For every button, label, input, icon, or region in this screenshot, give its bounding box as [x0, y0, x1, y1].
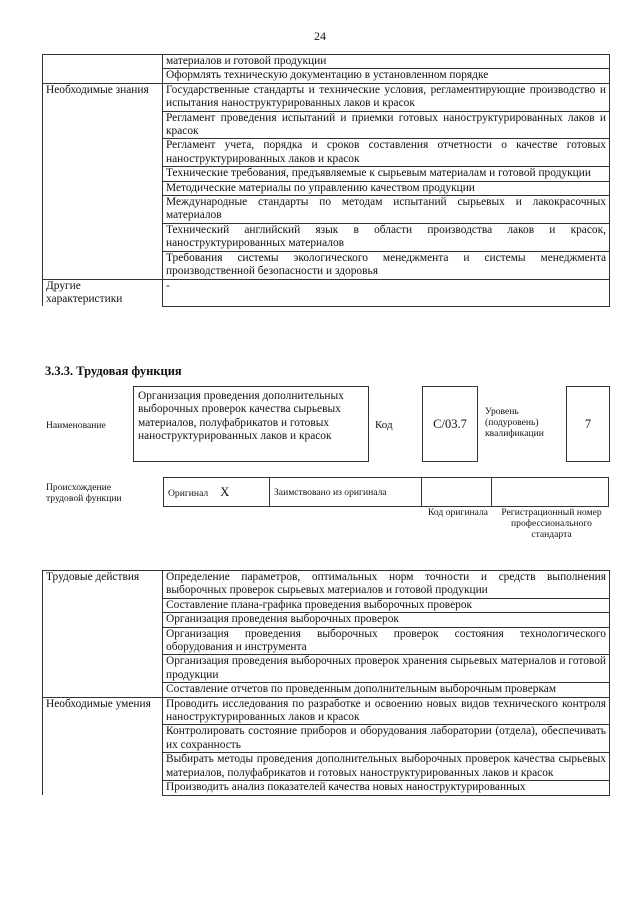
row-cell: Организация проведения выборочных проверок: [163, 613, 610, 627]
row-cell: Организация проведения выборочных проверок состояния технологического оборудования и инструмента: [163, 627, 610, 655]
row-label: Необходимые знания: [43, 83, 163, 279]
row-cell: Международные стандарты по методам испытаний сырьевых и лакокрасочных материалов: [163, 196, 610, 224]
row-label: Трудовые действия: [43, 571, 163, 698]
row-cell: Государственные стандарты и технические условия, регламентирующие производство и испытания наноструктурированных лаков и красок: [163, 83, 610, 111]
registration-number-cell: [492, 478, 609, 507]
code-label: Код: [375, 419, 393, 431]
row-label: [43, 55, 163, 84]
table-row: [43, 571, 610, 599]
original-code-cell: [422, 478, 492, 507]
skills-knowledge-table: [42, 54, 610, 307]
row-cell: Проводить исследования по разработке и освоению новых видов технического контроля наноструктурированных лаков и красок: [163, 697, 610, 725]
row-cell: материалов и готовой продукции: [163, 55, 610, 69]
row-cell: Технический английский язык в области производства лаков и красок, наноструктурированных материалов: [163, 223, 610, 251]
row-cell: Составление отчетов по проведенным дополнительным выборочным проверкам: [163, 683, 610, 697]
row-label: Необходимые умения: [43, 697, 163, 795]
section-heading: 3.3.3. Трудовая функция: [45, 364, 182, 378]
row-cell: Технические требования, предъявляемые к сырьевым материалам и готовой продукции: [163, 167, 610, 181]
borrowed-label: Заимствовано из оригинала: [270, 478, 422, 507]
row-cell: Контролировать состояние приборов и оборудования лаборатории (отдела), обеспечивать их сохранность: [163, 725, 610, 753]
row-cell: Регламент учета, порядка и сроков составления отчетности о качестве готовых наноструктурированных лаков и красок: [163, 139, 610, 167]
origin-table: [163, 477, 609, 507]
page-number: 24: [314, 29, 326, 43]
row-cell: Методические материалы по управлению качеством продукции: [163, 181, 610, 195]
function-code-box: C/03.7: [422, 386, 478, 462]
row-cell: -: [163, 279, 610, 306]
original-mark: X: [220, 484, 230, 499]
table-row: [43, 697, 610, 725]
row-cell: Составление плана-графика проведения выборочных проверок: [163, 598, 610, 612]
table-row: [43, 83, 610, 111]
code-caption: Код оригинала: [427, 507, 489, 518]
original-cell: [164, 478, 270, 507]
level-label: Уровень (подуровень) квалификации: [485, 406, 544, 439]
table-row: [43, 279, 610, 306]
row-cell: Производить анализ показателей качества новых наноструктурированных: [163, 781, 610, 795]
name-label: Наименование: [46, 420, 106, 431]
row-cell: Оформлять техническую документацию в установленном порядке: [163, 69, 610, 83]
row-cell: Требования системы экологического менеджмента и системы менеджмента производственной безопасности и здоровья: [163, 251, 610, 279]
row-cell: Выбирать методы проведения дополнительных выборочных проверок качества сырьевых материалов, полуфабрикатов и готовых наноструктурированных лаков и красок: [163, 753, 610, 781]
row-cell: Организация проведения выборочных проверок хранения сырьевых материалов и готовой продукции: [163, 655, 610, 683]
row-label: Другие характеристики: [43, 279, 163, 306]
qualification-level-box: 7: [566, 386, 610, 462]
original-label: Оригинал: [168, 487, 209, 499]
labor-actions-table: [42, 570, 610, 796]
row-cell: Определение параметров, оптимальных норм точности и средств выполнения выборочных проверок сырьевых материалов и готовой продукции: [163, 571, 610, 599]
registration-caption: Регистрационный номер профессионального стандарта: [501, 507, 602, 540]
origin-label: Происхождение трудовой функции: [46, 482, 122, 504]
table-row: [43, 55, 610, 69]
function-name-box: Организация проведения дополнительных выборочных проверок качества сырьевых материалов, полуфабрикатов и готовых наноструктурированных лаков и красок: [133, 386, 369, 462]
row-cell: Регламент проведения испытаний и приемки готовых наноструктурированных лаков и красок: [163, 111, 610, 139]
